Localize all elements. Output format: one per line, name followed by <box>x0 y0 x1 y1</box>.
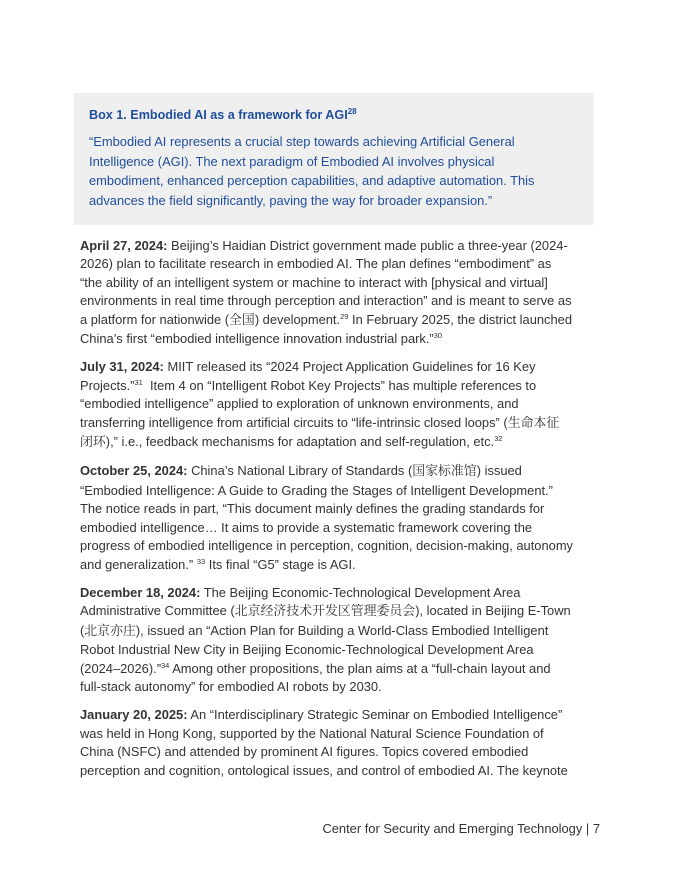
footer-separator: | <box>582 821 593 836</box>
box-quote <box>89 132 580 210</box>
entry-date: July 31, 2024: <box>80 359 164 375</box>
entry-date: January 20, 2025: <box>80 707 188 723</box>
timeline-entry-october-2024: October 25, 2024: China’s National Library of Standards (国家标准馆) issued “Embodied Intelligence: A Guide to Grading the Stages of Intelligent Development.” The notice reads in part, “This document mainly defines the grading standards for embodied intelligence… It aims to provide a systematic framework covering the progress of embodied intelligence in perception, cognition, decision-making, autonomy and generalization.” $^{33}$ Its final “G5” stage is AGI. <box>80 463 573 572</box>
page-number: 7 <box>592 821 600 836</box>
entry-date: April 27, 2024: <box>80 238 168 253</box>
timeline-entries <box>80 237 600 790</box>
footnote-ref[interactable]: 33 <box>196 556 206 566</box>
footnote-ref[interactable]: 31 <box>134 377 143 387</box>
entry-date: December 18, 2024: <box>80 584 201 600</box>
quote-line: advances the field significantly, paving the way for broader expansion.” <box>89 192 493 208</box>
page-footer <box>322 821 600 836</box>
footnote-ref[interactable]: 34 <box>160 660 170 670</box>
timeline-entry-january-2025: January 20, 2025: An “Interdisciplinary Strategic Seminar on Embodied Intelligence” was held in Hong Kong, supported by the National Natural Science Foundation of China (NSFC) and attended by prominent AI figures. Topics covered embodied perception and cognition, ontological issues, and control of embodied AI. The keynote <box>80 707 568 778</box>
quote-line: Intelligence (AGI). The next paradigm of Embodied AI involves physical <box>89 153 495 169</box>
timeline-entry-april-2024: April 27, 2024: Beijing’s Haidian District government made public a three-year (2024- 2026) plan to facilitate research in embodied AI. The plan defines “embodiment” as “the ability of an intelligent system or machine to interact with [physical and virtual] environments in real time through perception and interaction” and is meant to serve as a platform for nationwide (全国) development.$^{29}$ In February 2025, the district launched China’s first “embodied intelligence innovation industrial park.”$^{30}$ <box>80 238 573 347</box>
footnote-ref[interactable]: 28 <box>347 107 357 116</box>
timeline-entry-july-2024: July 31, 2024: MIIT released its “2024 Project Application Guidelines for 16 Key Projects.”$^{31}$ Item 4 on “Intelligent Robot Key Projects” has multiple references to “embodied intelligence” applied to exploration of unknown environments, and transferring intelligence from artificial circuits to “life-intrinsic closed loops” (生命本征 闭环),” i.e., feedback mechanisms for adaptation and self-regulation, etc.$^{32}$ <box>80 359 560 451</box>
footnote-ref[interactable]: 29 <box>340 311 349 321</box>
footnote-ref[interactable]: 30 <box>433 331 443 341</box>
footnote-ref[interactable]: 32 <box>494 434 503 444</box>
footer-org: Center for Security and Emerging Technology <box>322 821 583 836</box>
box-title <box>89 107 580 123</box>
quote-line: embodiment, enhanced perception capabilities, and adaptive automation. This <box>89 173 535 189</box>
timeline-entry-december-2024: December 18, 2024: The Beijing Economic-Technological Development Area Administrative Committee (北京经济技术开发区管理委员会), located in Beijing E-Town (北京亦庄), issued an “Action Plan for Building a World-Class Embodied Intelligent Robot Industrial New City in Beijing Economic-Technological Development Area (2024–2026).”$^{34}$ Among other propositions, the plan aims at a “full-chain layout and full-stack autonomy” for embodied AI robots by 2030. <box>80 584 571 694</box>
callout-box <box>74 93 594 225</box>
quote-line: “Embodied AI represents a crucial step towards achieving Artificial General <box>89 134 515 149</box>
box-title-text: Box 1. Embodied AI as a framework for AGI <box>89 108 348 122</box>
entry-date: October 25, 2024: <box>80 463 188 479</box>
